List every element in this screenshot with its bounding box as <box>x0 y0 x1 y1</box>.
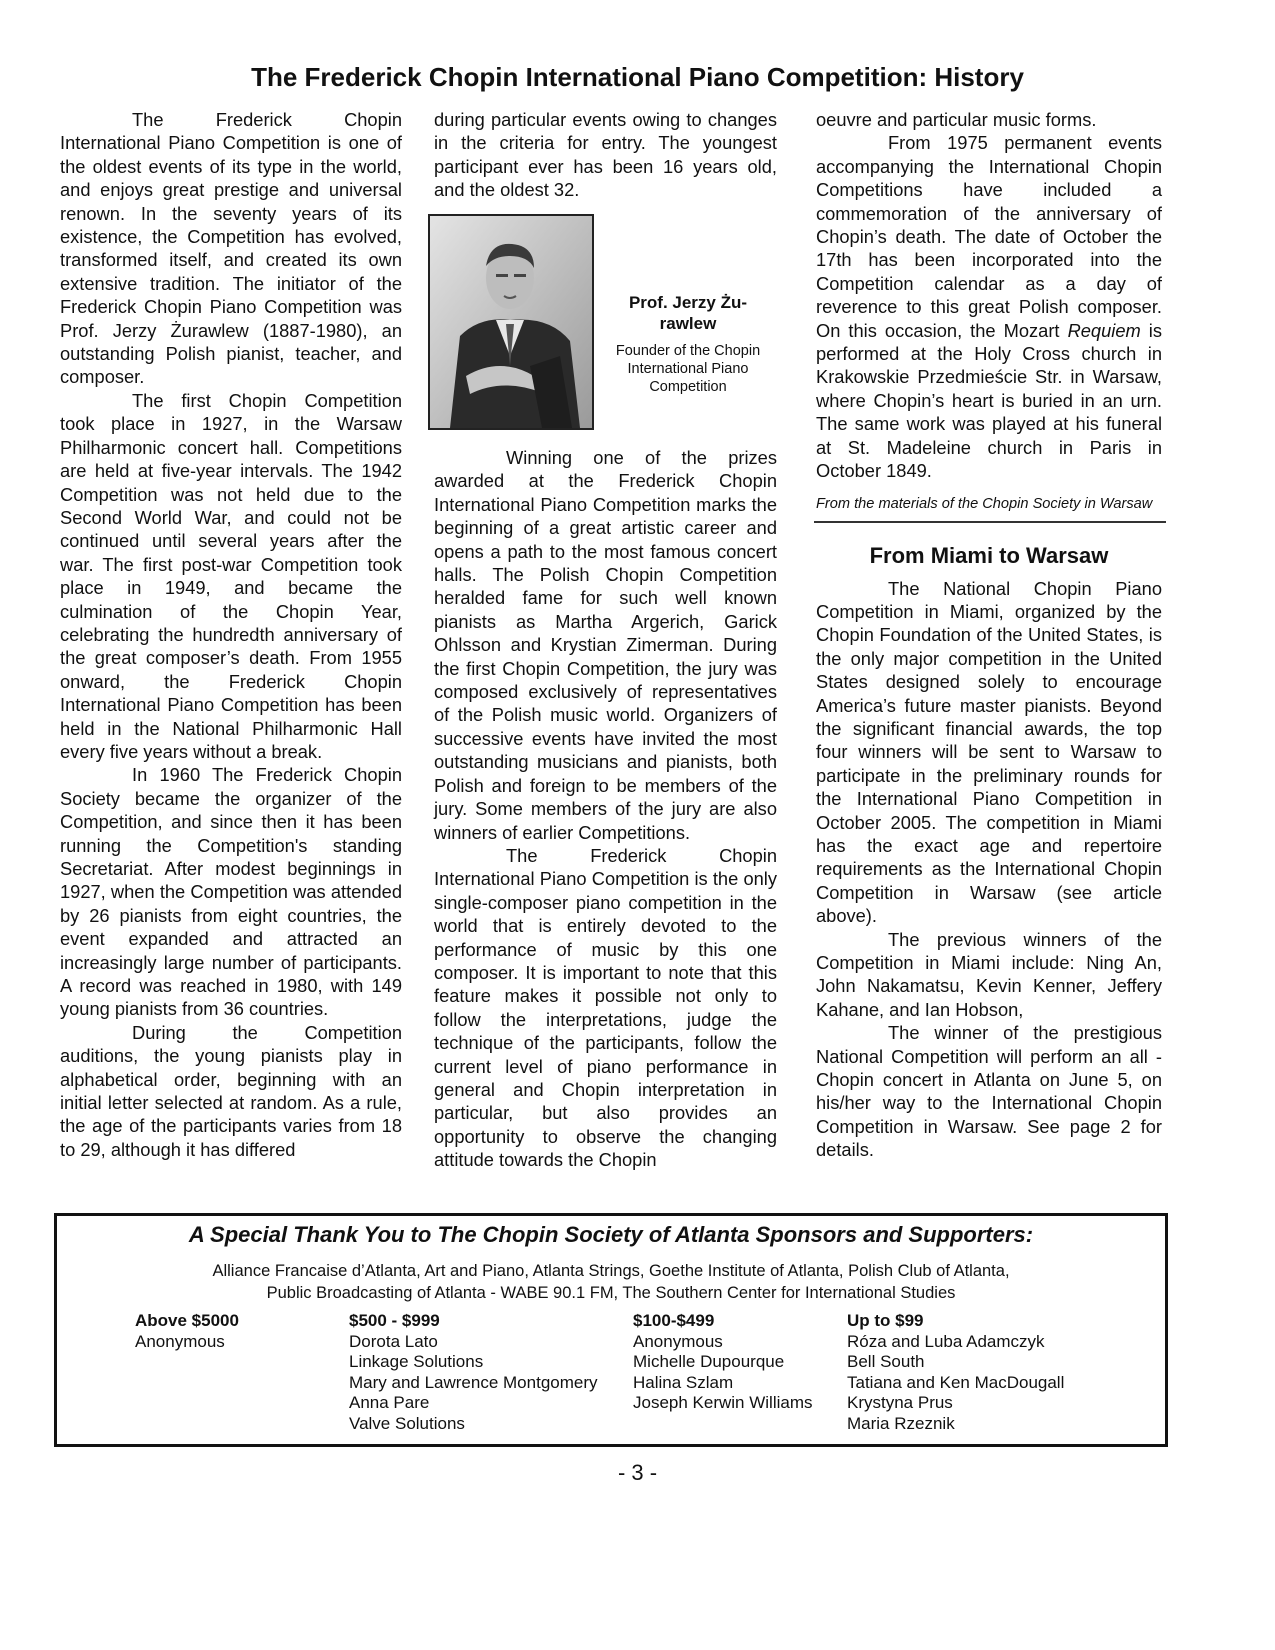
section-heading: From Miami to Warsaw <box>869 542 1109 568</box>
paragraph: Winning one of the prizes awarded at the Frederick Chopin International Piano Competition marks the beginning of a great artistic career and opens a path to the most famous concert halls. The Polish Chopin Competition heralded fame for such well known pianists as Martha Argerich, Garick Ohlsson and Krystian Zimerman. During the first Chopin Competition, the jury was composed exclusively of representatives of the Polish music world. Organizers of successive events have invited the most outstanding musicians and pianists, both Polish and foreign to be members of the jury. Some members of the jury are also winners of earlier Competitions. <box>434 447 777 843</box>
sponsor-name: Michelle Dupourque <box>633 1352 785 1372</box>
portrait-photo <box>428 214 594 430</box>
page-title: The Frederick Chopin International Piano Competition: History <box>251 62 1024 92</box>
paragraph: The Frederick Chopin International Piano Competition is the only single-composer piano competition in the world that is entirely devoted to the performance of music by this one composer. It is important to note that this feature makes it possible not only to follow the interpretations, judge the technique of the participants, follow the current level of piano performance in general and Chopin interpretation in particular, but also provides an opportunity to observe the changing attitude towards the Chopin <box>434 844 777 1171</box>
sponsor-name: Bell South <box>847 1352 925 1372</box>
sponsor-organizations <box>57 1260 1165 1304</box>
article-column-2-lower <box>434 446 777 1172</box>
paragraph: during particular events owing to changes in the criteria for entry. The youngest participant ever has been 16 years old, and the oldest 32. <box>434 109 777 201</box>
sponsor-name: Halina Szlam <box>633 1372 734 1392</box>
caption-description: Founder of the Chopin International Piano Competition <box>615 343 761 395</box>
sponsor-name: Linkage Solutions <box>349 1352 484 1372</box>
sponsor-name: Mary and Lawrence Montgomery <box>349 1372 598 1392</box>
caption-name: Prof. Jerzy Żu-rawlew <box>628 293 748 333</box>
paragraph: The winner of the prestigious National Competition will perform an all -Chopin concert in Atlanta on June 5, on his/her way to the International Chopin Competition in Warsaw. See page 2 for details. <box>816 1022 1162 1161</box>
sponsor-tier <box>349 1311 598 1435</box>
sponsors-title: A Special Thank You to The Chopin Society of Atlanta Sponsors and Supporters: <box>188 1222 1034 1247</box>
sponsor-name: Krystyna Prus <box>847 1393 953 1413</box>
sponsor-tier <box>135 1311 239 1352</box>
portrait-image <box>430 216 592 428</box>
sponsor-name: Valve Solutions <box>349 1413 465 1433</box>
paragraph: In 1960 The Frederick Chopin Society became the organizer of the Competition, and since then it has been running the Competition's standing Secretariat. After modest beginnings in 1927, when the Competition was attended by 26 pianists from eight countries, the event expanded and attracted an increasingly large number of participants. A record was reached in 1980, with 149 young pianists from 36 countries. <box>60 764 402 1020</box>
tier-heading: $500 - $999 <box>349 1311 440 1330</box>
sponsor-name: Joseph Kerwin Williams <box>633 1393 813 1413</box>
source-note: From the materials of the Chopin Society in Warsaw <box>816 495 1153 512</box>
sponsor-name: Dorota Lato <box>349 1331 438 1351</box>
sponsor-name: Anna Pare <box>349 1393 430 1413</box>
article-column-3 <box>816 108 1162 1162</box>
tier-heading: Up to $99 <box>847 1311 924 1330</box>
sponsor-tier <box>633 1311 813 1414</box>
emphasis-text: Requiem <box>1067 319 1141 341</box>
paragraph: The previous winners of the Competition in Miami include: Ning An, John Nakamatsu, Kevin Kenner, Jeffery Kahane, and Ian Hobson, <box>816 928 1162 1020</box>
sponsor-tier <box>847 1311 1064 1435</box>
sponsor-organizations-line: Alliance Francaise d’Atlanta, Art and Piano, Atlanta Strings, Goethe Institute of Atlanta, Polish Club of Atlanta, <box>212 1262 1010 1280</box>
tier-heading: $100-$499 <box>633 1311 715 1330</box>
portrait-figure <box>428 214 773 426</box>
sponsor-name: Róza and Luba Adamczyk <box>847 1331 1045 1351</box>
sponsor-name: Anonymous <box>135 1331 225 1351</box>
paragraph: The Frederick Chopin International Piano Competition is one of the oldest events of its type in the world, and enjoys great prestige and universal renown. In the seventy years of its existence, the Competition has evolved, transformed itself, and created its own extensive tradition. The initiator of the Frederick Chopin Piano Competition was Prof. Jerzy Żurawlew (1887-1980), an outstanding Polish pianist, teacher, and composer. <box>60 109 402 388</box>
paragraph: oeuvre and particular music forms. <box>816 109 1097 130</box>
paragraph-text: is performed at the Holy Cross church in Krakowskie Przedmieście Str. in Warsaw, where Chopin’s heart is buried in an urn. The same work was played at his funeral at St. Madeleine church in Paris in October 1849. <box>816 319 1162 482</box>
sponsors-box <box>54 1213 1168 1447</box>
paragraph: During the Competition auditions, the young pianists play in alphabetical order, beginning with an initial letter selected at random. As a rule, the age of the participants varies from 18 to 29, although it has differed <box>60 1021 402 1160</box>
sponsor-name: Tatiana and Ken MacDougall <box>847 1372 1065 1392</box>
sponsor-name: Anonymous <box>633 1331 723 1351</box>
paragraph: The National Chopin Piano Competition in Miami, organized by the Chopin Foundation of the United States, is the only major competition in the United States designed solely to encourage America’s future master pianists. Beyond the significant financial awards, the top four winners will be sent to Warsaw to participate in the preliminary rounds for the International Piano Competition in October 2005. The competition in Miami has the exact age and repertoire requirements as the International Chopin Competition in Warsaw (see article above). <box>816 577 1162 927</box>
paragraph: The first Chopin Competition took place in 1927, in the Warsaw Philharmonic concert hall. Competitions are held at five-year intervals. The 1942 Competition was not held due to the Second World War, and could not be continued until several years after the war. The first post-war Competition took place in 1949, and became the culmination of the Chopin Year, celebrating the hundredth anniversary of the great composer’s death. From 1955 onward, the Frederick Chopin International Piano Competition has been held in the National Philharmonic Hall every five years without a break. <box>60 389 402 762</box>
article-column-1 <box>60 108 402 1161</box>
paragraph <box>816 131 1162 482</box>
sponsor-organizations-line: Public Broadcasting of Atlanta - WABE 90.1 FM, The Southern Center for International Studies <box>266 1284 956 1302</box>
tier-heading: Above $5000 <box>135 1311 239 1330</box>
paragraph-text: From 1975 permanent events accompanying the International Chopin Competitions have included a commemoration of the anniversary of Chopin’s death. The date of October the 17th has been incorporated into the Competition calendar as a day of reverence to this great Polish composer. On this occasion, the Mozart <box>816 132 1162 341</box>
section-divider <box>814 521 1166 523</box>
sponsor-name: Maria Rzeznik <box>847 1413 955 1433</box>
page-number: - 3 - <box>617 1460 658 1485</box>
